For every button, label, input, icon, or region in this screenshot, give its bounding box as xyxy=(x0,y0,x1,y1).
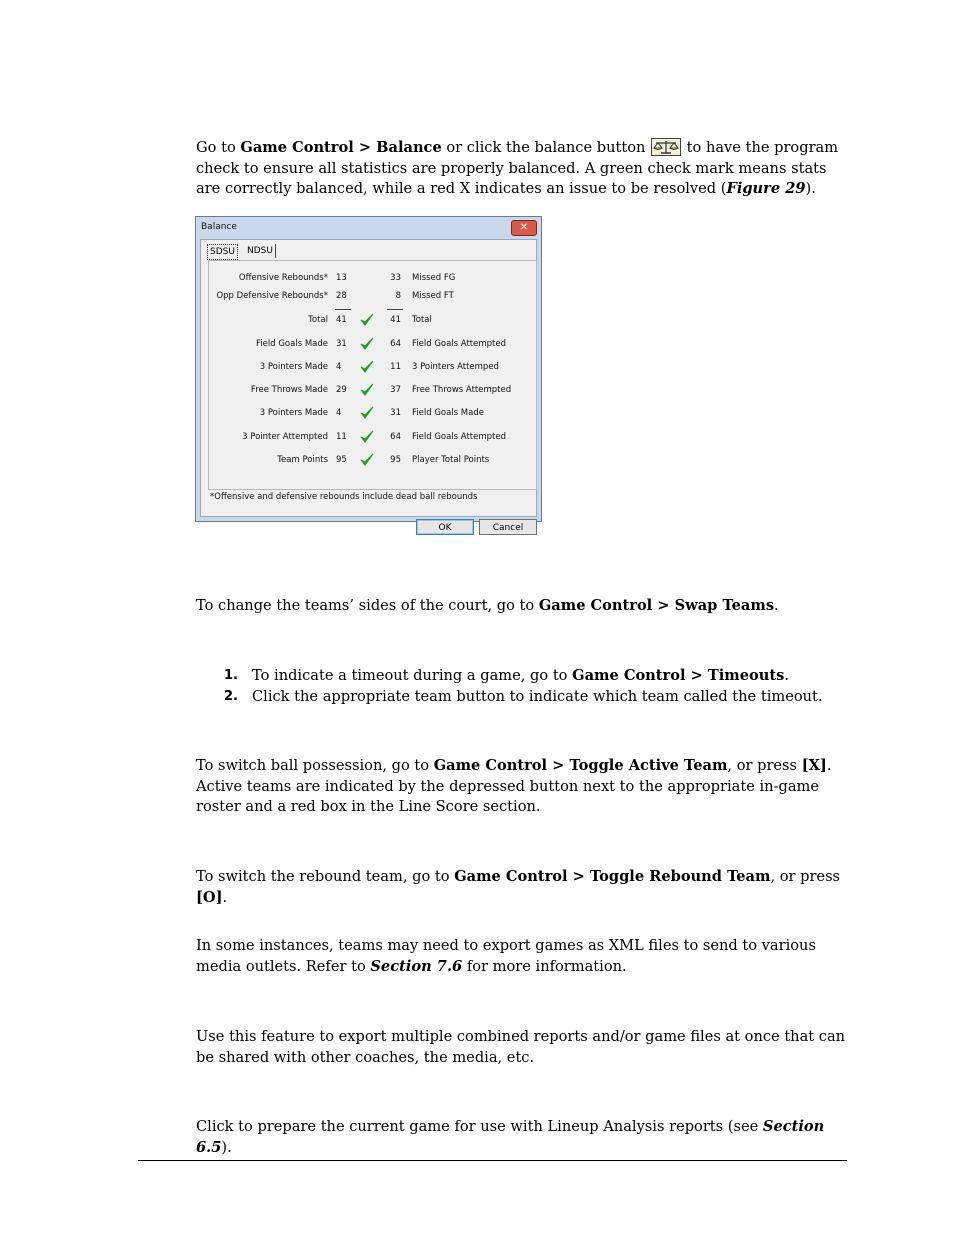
toggle-active-paragraph xyxy=(196,756,846,818)
lineup-paragraph xyxy=(196,1117,846,1158)
export-multiple-text: Use this feature to export multiple combined reports and/or game files at once that can be shared with other coaches, the media, etc. xyxy=(196,1028,846,1066)
toggle-rebound-text: , or press xyxy=(770,868,841,885)
left-stat-value: 4 xyxy=(336,362,342,372)
green-check-icon xyxy=(360,430,374,444)
step-text: To indicate a timeout during a game, go to xyxy=(252,667,573,684)
menu-path-toggle-active: Game Control > Toggle Active Team xyxy=(433,757,728,774)
ok-button[interactable]: OK xyxy=(416,519,474,535)
footer-divider xyxy=(138,1160,847,1161)
intro-text: or click the balance button xyxy=(441,139,651,156)
left-stat-value: 41 xyxy=(336,315,347,325)
toggle-rebound-text: . xyxy=(222,888,228,906)
tab-ndsu[interactable]: NDSU xyxy=(245,244,276,258)
shortcut-key-x: [X] xyxy=(801,757,827,774)
left-stat-label: Team Points xyxy=(277,455,328,465)
balance-row xyxy=(209,339,536,351)
left-stat-value: 28 xyxy=(336,291,347,301)
balance-row xyxy=(209,455,536,467)
left-stat-label: 3 Pointer Attempted xyxy=(242,432,328,442)
right-stat-label: Field Goals Attempted xyxy=(412,432,507,442)
right-stat-value: 41 xyxy=(390,315,401,325)
left-stat-label: 3 Pointers Made xyxy=(259,408,328,418)
right-stat-value: 95 xyxy=(390,455,401,465)
right-stat-label: Field Goals Attempted xyxy=(412,339,507,349)
left-stat-label: Opp Defensive Rebounds* xyxy=(216,291,328,301)
shortcut-key-o: [O] xyxy=(196,888,223,906)
balance-row xyxy=(209,273,536,285)
intro-text: ). xyxy=(805,180,816,197)
left-stat-label: Offensive Rebounds* xyxy=(238,273,328,283)
left-stat-value: 4 xyxy=(336,408,342,418)
menu-path-toggle-rebound: Game Control > Toggle Rebound Team xyxy=(454,868,771,885)
right-stat-value: 37 xyxy=(390,385,401,395)
left-stat-label: Total xyxy=(308,315,328,325)
balance-row xyxy=(209,432,536,444)
menu-path-timeouts: Game Control > Timeouts xyxy=(572,667,785,684)
export-xml-text: for more information. xyxy=(462,957,627,975)
right-stat-value: 64 xyxy=(390,432,401,442)
green-check-icon xyxy=(360,360,374,374)
lineup-text: Click to prepare the current game for use with Lineup Analysis reports (see xyxy=(196,1118,763,1135)
right-stat-label: Field Goals Made xyxy=(412,408,484,418)
toggle-active-text: . Active teams are indicated by the depressed button next to the appropriate in-game roster and a red box in the Line Score section. xyxy=(196,757,832,815)
balance-row xyxy=(209,315,536,327)
dialog-footnote: *Offensive and defensive rebounds include dead ball rebounds xyxy=(210,492,478,502)
swap-text: . xyxy=(774,597,779,614)
green-check-icon xyxy=(360,337,374,351)
list-item xyxy=(196,666,846,687)
sum-rule xyxy=(335,309,351,310)
balance-panel xyxy=(208,260,537,490)
green-check-icon xyxy=(360,406,374,420)
green-check-icon xyxy=(360,313,374,327)
left-stat-value: 95 xyxy=(336,455,347,465)
left-stat-value: 31 xyxy=(336,339,347,349)
cancel-button[interactable]: Cancel xyxy=(479,519,537,535)
balance-row xyxy=(209,291,536,303)
list-item xyxy=(196,687,846,708)
sum-rule xyxy=(387,309,403,310)
right-stat-label: Total xyxy=(412,315,432,325)
right-stat-value: 33 xyxy=(390,273,401,283)
export-xml-text: In some instances, teams may need to export games as XML files to send to various media outlets. Refer to xyxy=(196,937,816,975)
left-stat-value: 11 xyxy=(336,432,347,442)
swap-text: To change the teams’ sides of the court, go to xyxy=(196,597,539,614)
balance-row xyxy=(209,385,536,397)
toggle-active-text: , or press xyxy=(727,757,802,774)
menu-path-balance: Game Control > Balance xyxy=(240,139,442,156)
close-icon[interactable]: ✕ xyxy=(511,220,537,236)
step-number: 2. xyxy=(224,688,238,704)
intro-text: Go to xyxy=(196,139,241,156)
left-stat-value: 13 xyxy=(336,273,347,283)
dialog-body xyxy=(200,239,537,533)
balance-intro-paragraph xyxy=(196,138,846,200)
export-multiple-paragraph xyxy=(196,1027,846,1068)
right-stat-value: 64 xyxy=(390,339,401,349)
right-stat-label: Free Throws Attempted xyxy=(412,385,512,395)
balance-dialog xyxy=(195,216,542,533)
lineup-text: ). xyxy=(221,1138,232,1156)
export-xml-paragraph xyxy=(196,936,846,977)
toggle-rebound-text: To switch the rebound team, go to xyxy=(196,868,455,885)
left-stat-value: 29 xyxy=(336,385,347,395)
intro-text: to have the program check to ensure all statistics are properly balanced. A green check mark means stats are correctly balanced, while a red X indicates an issue to be resolved ( xyxy=(196,139,839,197)
left-stat-label: 3 Pointers Made xyxy=(259,362,328,372)
toggle-active-text: To switch ball possession, go to xyxy=(196,757,434,774)
left-stat-label: Free Throws Made xyxy=(250,385,328,395)
step-number: 1. xyxy=(224,668,238,683)
right-stat-value: 31 xyxy=(390,408,401,418)
section-reference: Section 6.5 xyxy=(196,1118,825,1156)
right-stat-value: 11 xyxy=(390,362,401,372)
section-reference: Section 7.6 xyxy=(370,957,463,975)
right-stat-label: Missed FG xyxy=(412,273,456,283)
balance-scale-icon[interactable] xyxy=(651,138,681,156)
balance-row xyxy=(209,362,536,374)
left-stat-label: Field Goals Made xyxy=(256,339,328,349)
right-stat-value: 8 xyxy=(395,291,401,301)
tab-sdsu[interactable]: SDSU xyxy=(207,244,238,260)
timeouts-steps xyxy=(196,666,846,707)
step-text: Click the appropriate team button to indicate which team called the timeout. xyxy=(252,687,823,705)
green-check-icon xyxy=(360,383,374,397)
dialog-title: Balance xyxy=(201,222,237,232)
right-stat-label: 3 Pointers Attemped xyxy=(412,362,499,372)
menu-path-swap-teams: Game Control > Swap Teams xyxy=(538,597,775,614)
green-check-icon xyxy=(360,453,374,467)
step-text: . xyxy=(784,667,789,684)
right-stat-label: Missed FT xyxy=(412,291,454,301)
swap-teams-paragraph xyxy=(196,596,846,617)
balance-row xyxy=(209,408,536,420)
toggle-rebound-paragraph xyxy=(196,867,846,908)
right-stat-label: Player Total Points xyxy=(412,455,490,465)
figure-reference: Figure 29 xyxy=(726,180,806,197)
